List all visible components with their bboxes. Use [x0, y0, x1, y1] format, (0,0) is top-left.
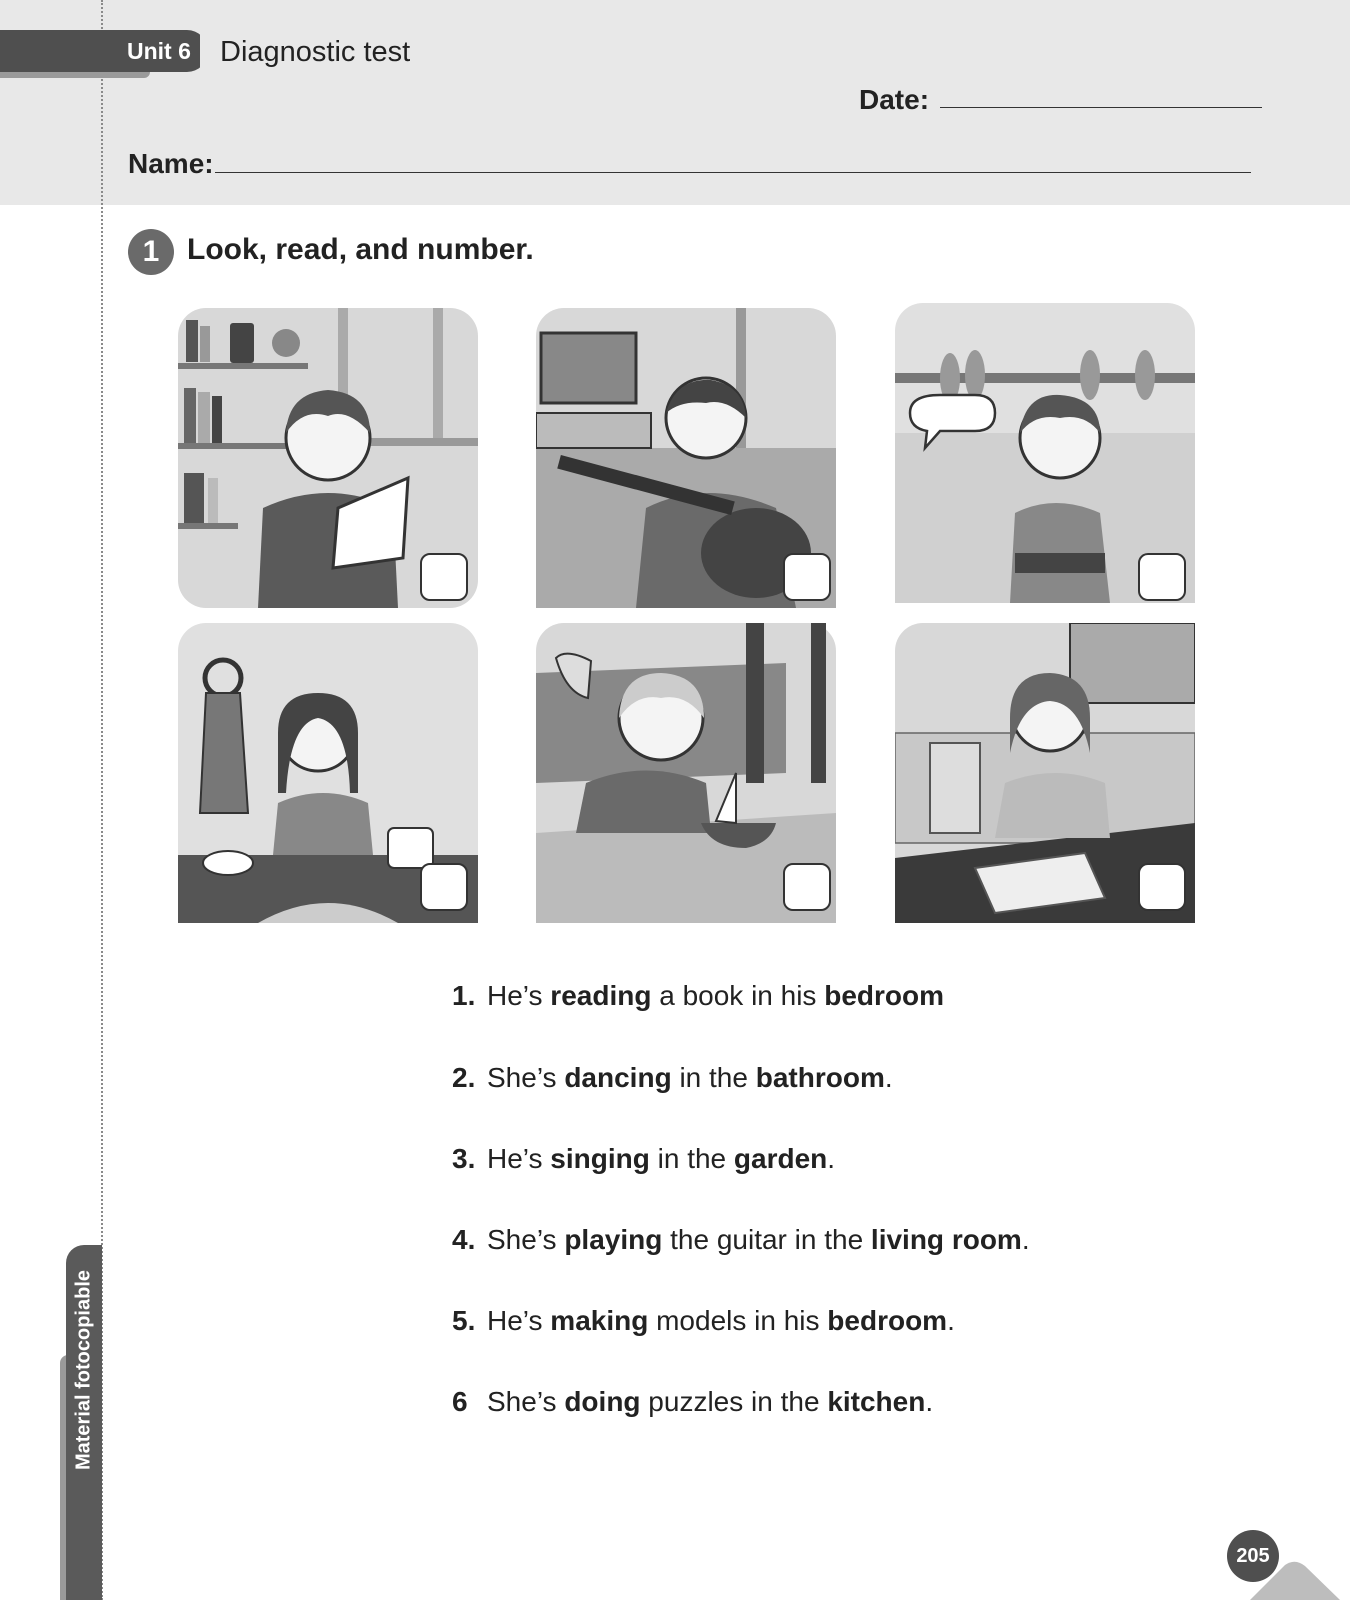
sentence-text: models in his [648, 1305, 828, 1336]
sentence-text: He’s [487, 1143, 551, 1174]
unit-label: Unit 6 [127, 38, 191, 64]
sentence-number: 1. [452, 980, 476, 1011]
sentence-number: 4. [452, 1224, 476, 1255]
answer-box-1[interactable] [420, 553, 468, 601]
sentence-verb: doing [564, 1386, 641, 1417]
sentence-text: She’s [487, 1386, 565, 1417]
sentence-verb: singing [550, 1143, 650, 1174]
sentence-4 [452, 1224, 1030, 1256]
sentence-text: She’s [487, 1224, 565, 1255]
sentence-text: in the [649, 1143, 734, 1174]
sentence-end: . [827, 1143, 836, 1174]
test-title: Diagnostic test [220, 36, 411, 68]
sentence-number: 5. [452, 1305, 476, 1336]
sentence-text: a book in his [651, 980, 825, 1011]
photocopiable-label: Material fotocopiable [72, 1269, 95, 1471]
sentence-end: . [1021, 1224, 1030, 1255]
sentence-verb: dancing [564, 1062, 672, 1093]
sentence-number: 6 [452, 1386, 468, 1417]
sentence-place: garden [733, 1143, 828, 1174]
sentence-2 [452, 1062, 893, 1094]
exercise-instruction: Look, read, and number. [187, 233, 534, 266]
sentence-text: in the [671, 1062, 756, 1093]
answer-box-3[interactable] [1138, 553, 1186, 601]
exercise-number-badge: 1 [128, 229, 174, 275]
sentence-place: kitchen [827, 1386, 926, 1417]
sentence-5 [452, 1305, 955, 1337]
unit-tab-notch [200, 34, 210, 70]
date-field[interactable] [940, 107, 1262, 108]
sentence-end: . [947, 1305, 955, 1336]
sentence-number: 2. [452, 1062, 476, 1093]
sentence-text: He’s [487, 980, 551, 1011]
sentence-place: bathroom [755, 1062, 885, 1093]
sentence-number: 3. [452, 1143, 476, 1174]
date-label: Date: [859, 84, 930, 115]
sentence-text: He’s [487, 1305, 551, 1336]
sentence-text: puzzles in the [640, 1386, 828, 1417]
sentence-end: . [925, 1386, 934, 1417]
sentence-verb: making [550, 1305, 649, 1336]
answer-box-4[interactable] [420, 863, 468, 911]
answer-box-5[interactable] [783, 863, 831, 911]
name-label: Name: [128, 148, 214, 179]
sentence-place: bedroom [827, 1305, 948, 1336]
answer-box-6[interactable] [1138, 863, 1186, 911]
sentence-3 [452, 1143, 835, 1175]
sentence-text: She’s [487, 1062, 565, 1093]
sentence-end: . [884, 1062, 893, 1093]
sentence-place: bedroom [824, 980, 944, 1011]
sentence-place: living room [870, 1224, 1022, 1255]
sentence-verb: playing [564, 1224, 663, 1255]
name-field[interactable] [215, 172, 1251, 173]
sentence-verb: reading [550, 980, 652, 1011]
sentence-1 [452, 980, 944, 1012]
page-number: 205 [1227, 1530, 1279, 1582]
sentence-6 [452, 1386, 933, 1418]
answer-box-2[interactable] [783, 553, 831, 601]
sentence-text: the guitar in the [662, 1224, 871, 1255]
